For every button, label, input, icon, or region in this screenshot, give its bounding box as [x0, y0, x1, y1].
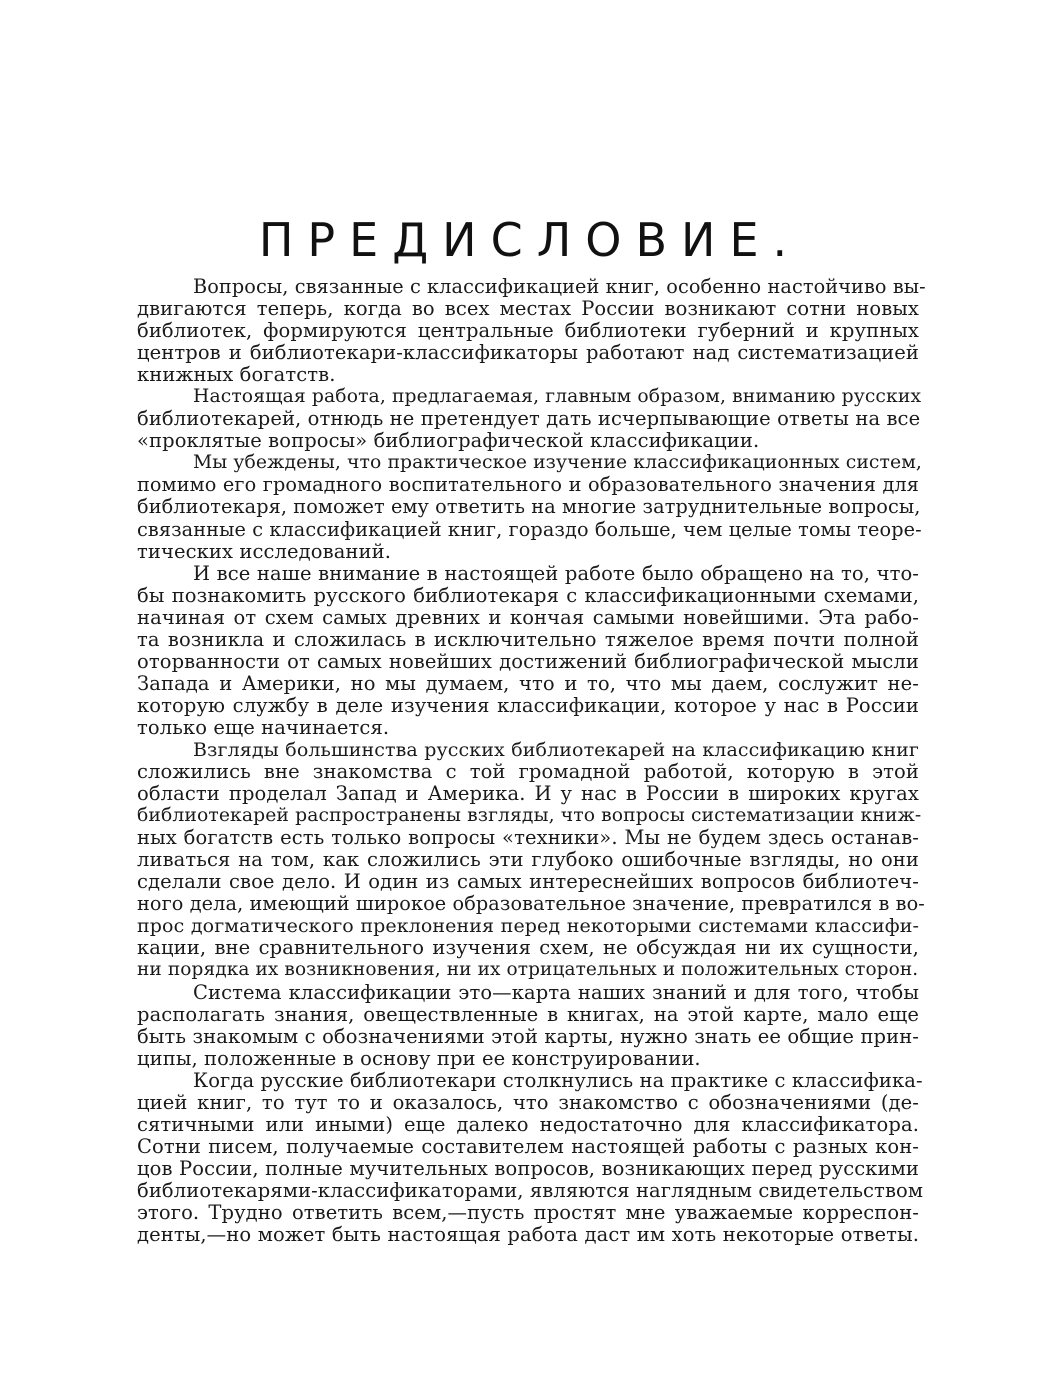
text-line: помимо его громадного воспитательного и образовательного значения для: [137, 473, 919, 497]
text-line: цией книг, то тут то и оказалось, что знакомство с обозначениями (де-: [137, 1090, 919, 1114]
text-line: двигаются теперь, когда во всех местах России возникают сотни новых: [137, 297, 919, 321]
text-line: тических исследований.: [137, 539, 392, 563]
text-line: ливаться на том, как сложились эти глубоко ошибочные взгляды, но они: [137, 848, 919, 872]
text-line: ципы, положенные в основу при ее конструировании.: [137, 1046, 701, 1070]
preface-body: [137, 275, 926, 1247]
text-line: И все наше внимание в настоящей работе было обращено на то, что-: [193, 561, 919, 585]
text-line: начиная от схем самых древних и кончая самыми новейшими. Эта рабо-: [137, 605, 919, 629]
text-line: книжных богатств.: [137, 363, 336, 387]
text-line: этого. Трудно ответить всем,—пусть простят мне уважаемые корреспон-: [137, 1200, 919, 1224]
text-line: Настоящая работа, предлагаемая, главным образом, вниманию русских: [193, 386, 922, 408]
text-line: денты,—но может быть настоящая работа даст им хоть некоторые ответы.: [137, 1223, 919, 1247]
text-line: «проклятые вопросы» библиографической классификации.: [137, 429, 760, 453]
text-line: библиотек, формируются центральные библиотеки губерний и крупных: [137, 319, 919, 343]
text-line: Вопросы, связанные с классификацией книг, особенно настойчиво вы-: [193, 275, 926, 298]
text-line: ного дела, имеющий широкое образовательное значение, превратился в во-: [137, 892, 925, 916]
text-line: оторванности от самых новейших достижений библиографической мысли: [137, 649, 919, 673]
page-title: ПРЕДИСЛОВИЕ.: [258, 213, 802, 267]
text-line: Система классификации это—карта наших знаний и для того, чтобы: [193, 980, 919, 1004]
text-line: сделали свое дело. И один из самых интереснейших вопросов библиотеч-: [137, 870, 919, 894]
text-line: прос догматического преклонения перед некоторыми системами классифи-: [137, 915, 919, 938]
text-line: которую службу в деле изучения классификации, которое у нас в России: [137, 693, 919, 717]
text-line: связанные с классификацией книг, гораздо больше, чем целые томы теоре-: [137, 517, 922, 541]
text-line: библиотекарями-классификаторами, являются наглядным свидетельством: [137, 1178, 924, 1202]
text-line: библиотекарей распространены взгляды, что вопросы систематизации книж-: [137, 805, 922, 827]
text-line: области проделал Запад и Америка. И у нас в России в широких кругах: [137, 782, 919, 806]
text-line: бы познакомить русского библиотекаря с классификационными схемами,: [137, 583, 919, 607]
text-line: сложились вне знакомства с той громадной работой, которую в этой: [137, 760, 919, 784]
text-line: Когда русские библиотекари столкнулись на практике с классифика-: [193, 1068, 923, 1092]
text-line: ни порядка их возникновения, ни их отрицательных и положительных сторон.: [137, 959, 919, 981]
text-line: располагать знания, овеществленные в книгах, на этой карте, мало еще: [137, 1002, 919, 1026]
text-line: та возникла и сложилась в исключительно тяжелое время почти полной: [137, 627, 919, 651]
text-line: сятичными или иными) еще далеко недостаточно для классификатора.: [137, 1112, 919, 1136]
text-line: центров и библиотекари-классификаторы работают над систематизацией: [137, 341, 919, 365]
text-line: Сотни писем, получаемые составителем настоящей работы с разных кон-: [137, 1134, 919, 1158]
text-line: только еще начинается.: [137, 715, 390, 739]
text-line: цов России, полные мучительных вопросов, возникающих перед русскими: [137, 1156, 919, 1180]
text-line: библиотекаря, поможет ему ответить на многие затруднительные вопросы,: [137, 495, 921, 519]
text-line: Запада и Америки, но мы думаем, что и то, что мы даем, сослужит не-: [137, 671, 919, 695]
text-line: быть знакомым с обозначениями этой карты, нужно знать ее общие прин-: [137, 1024, 919, 1048]
text-line: кации, вне сравнительного изучения схем, не обсуждая ни их сущности,: [137, 936, 919, 960]
text-line: библиотекарей, отнюдь не претендует дать исчерпывающие ответы на все: [137, 407, 921, 431]
text-line: Взгляды большинства русских библиотекарей на классификацию книг: [193, 738, 919, 761]
text-line: Мы убеждены, что практическое изучение классификационных систем,: [193, 452, 922, 474]
text-line: ных богатств есть только вопросы «техники». Мы не будем здесь останав-: [137, 826, 919, 850]
